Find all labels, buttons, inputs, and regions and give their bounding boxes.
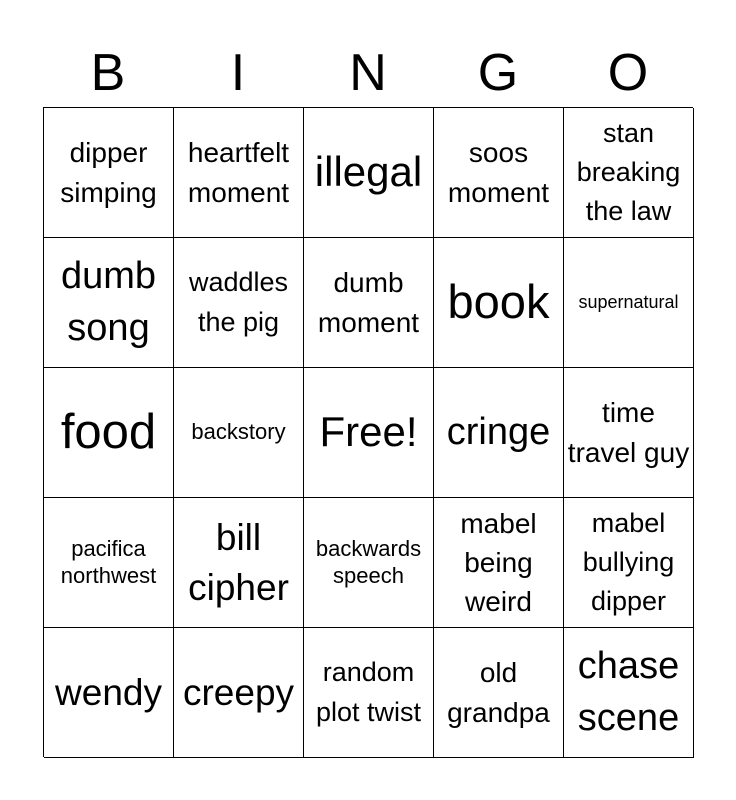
bingo-cell: creepy [174, 628, 304, 758]
bingo-cell: dumb song [44, 238, 174, 368]
bingo-cell: soos moment [434, 108, 564, 238]
bingo-cell: time travel guy [564, 368, 694, 498]
header-letter-i: I [230, 44, 246, 102]
header-letter-b: B [90, 44, 126, 102]
bingo-cell: bill cipher [174, 498, 304, 628]
bingo-cell: chase scene [564, 628, 694, 758]
bingo-cell: Free! [304, 368, 434, 498]
bingo-cell: backstory [174, 368, 304, 498]
bingo-cell: backwards speech [304, 498, 434, 628]
bingo-cell: random plot twist [304, 628, 434, 758]
bingo-cell: illegal [304, 108, 434, 238]
bingo-cell: dumb moment [304, 238, 434, 368]
bingo-cell: food [44, 368, 174, 498]
bingo-cell: dipper simping [44, 108, 174, 238]
bingo-cell: cringe [434, 368, 564, 498]
bingo-cell: waddles the pig [174, 238, 304, 368]
header-letter-n: N [349, 44, 387, 102]
header-letter-g: G [477, 44, 519, 102]
bingo-cell: supernatural [564, 238, 694, 368]
bingo-header [43, 38, 693, 108]
bingo-cell: stan breaking the law [564, 108, 694, 238]
bingo-cell: mabel bullying dipper [564, 498, 694, 628]
bingo-board [43, 107, 693, 757]
bingo-cell: wendy [44, 628, 174, 758]
header-letter-o: O [607, 44, 649, 102]
bingo-cell: heartfelt moment [174, 108, 304, 238]
bingo-cell: mabel being weird [434, 498, 564, 628]
bingo-cell: old grandpa [434, 628, 564, 758]
bingo-cell: book [434, 238, 564, 368]
bingo-cell: pacifica northwest [44, 498, 174, 628]
